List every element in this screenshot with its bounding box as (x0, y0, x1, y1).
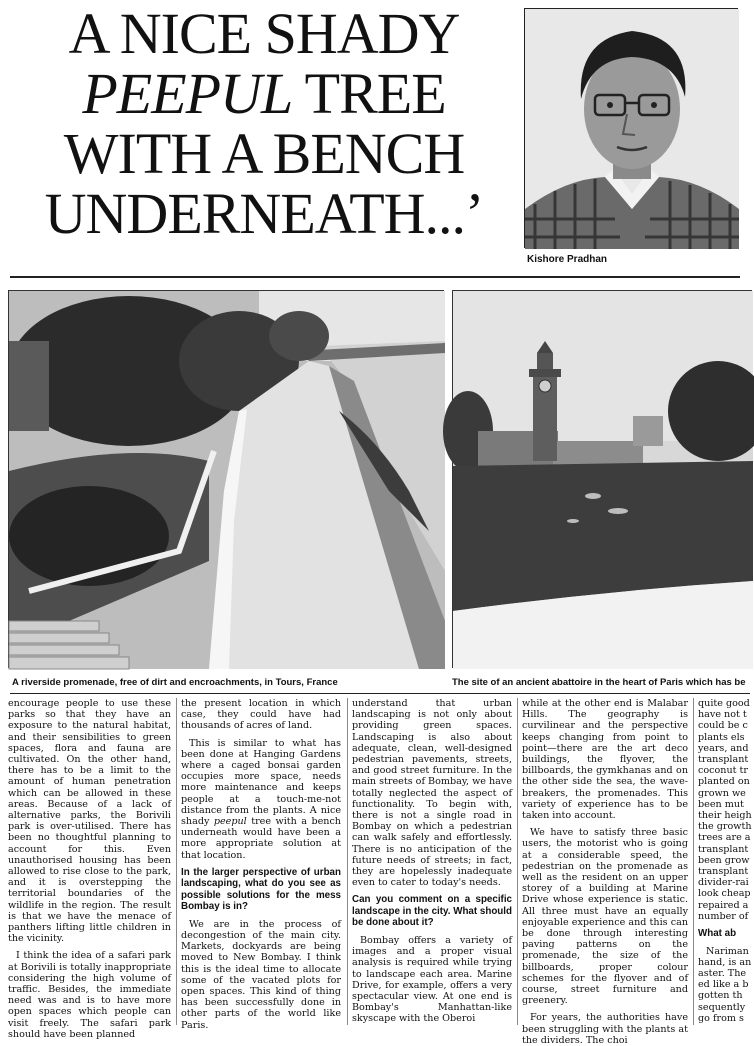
column-divider (176, 698, 177, 1025)
paragraph: I think the idea of a safari park at Borivili is totally inappropriate considering the high volume of traffic. Besides, the immediate need was and is to have more open spaces which people can visit freely. The safari park should have been planned (8, 950, 171, 1040)
interview-question: In the larger perspective of urban landscaping, what do you see as possible solutions for the mess Bombay is in? (181, 866, 341, 913)
paragraph: encourage people to use these parks so that they have an exposure to the natural habitat, and their sensibilities to green spaces, flora and fauna are cultivated. On the other hand, there has to be a limit to the amount of human penetration which can be allowed in these areas. Because of a lack of alternative parks, the Borivili park is over-utilised. There has been no thoughtful planning to account for this. Even unauthorised housing has been allowed to rise close to the park, and it is overstepping the territorial boundaries of the wildlife in the region. The result is that we have the menace of panthers lifting little children in the vicinity. (8, 698, 171, 945)
headline-line-2-rest: TREE (292, 61, 446, 126)
article-column-1 (8, 698, 171, 1040)
paris-illustration (453, 291, 753, 669)
article-column-2 (181, 698, 341, 1031)
interview-question: What ab (698, 928, 737, 940)
headline-italic-word: PEEPUL (82, 61, 293, 126)
paragraph: quite good have not t could be c plants els years, and transplant coconut tr planted on grown we been mut their heigh the growth trees are a transplant been grow transplant divider-rai look cheap repaired a number of (698, 698, 752, 922)
headline-line-2 (14, 61, 514, 126)
headline (14, 1, 514, 246)
photo-paris-park (452, 290, 752, 668)
portrait-credit: Kishore Pradhan (527, 254, 608, 265)
riverside-illustration (9, 291, 445, 669)
paragraph: while at the other end is Malabar Hills. The geography is curvilinear and the perspective keeps changing from point to point—there are the art deco buildings, the flyover, the billboards, the gymkhanas and on the other side the sea, the wave-breakers, the promenades. This variety of experience has to be taken into account. (522, 698, 688, 822)
interview-question: Can you comment on a specific landscape in the city. What should be done about it? (352, 894, 512, 929)
photo-caption-riverside: A riverside promenade, free of dirt and encroachments, in Tours, France (12, 677, 338, 688)
headline-line-3: WITH A BENCH (63, 121, 465, 186)
headline-line-1: A NICE SHADY (68, 1, 460, 66)
caption-rule (10, 693, 750, 694)
article-column-3 (352, 698, 512, 1025)
column-divider (693, 698, 694, 1025)
paragraph: Nariman hand, is an aster. The ed like a b gotten th sequently go from s (698, 945, 752, 1024)
paragraph: We are in the process of decongestion of the main city. Markets, dockyards are being moved to New Bombay. I think this is the ideal time to allocate some of the vacated plots for open spaces. This kind of thing has been successfully done in other parts of the world like Paris. (181, 918, 341, 1031)
paragraph: Bombay offers a variety of images and a proper visual analysis is required while trying to landscape each area. Marine Drive, for example, offers a very spectacular view. At one end is Bombay's Manhattan-like skyscape with the Oberoi (352, 934, 512, 1025)
paragraph: the present location in which case, they could have had thousands of acres of land. (181, 698, 341, 732)
text: tree with a bench underneath would have been a more appropriate solution at that location. (181, 816, 341, 861)
photo-riverside-promenade (8, 290, 444, 668)
paragraph: For years, the authorities have been struggling with the plants at the dividers. The choi (522, 1012, 688, 1046)
article-column-4 (522, 698, 688, 1046)
column-divider (517, 698, 518, 1025)
photo-caption-paris: The site of an ancient abattoire in the heart of Paris which has be (452, 677, 746, 688)
section-rule (10, 276, 740, 278)
italic-word: peepul (213, 816, 247, 828)
portrait-illustration (525, 9, 739, 249)
portrait-photo (524, 8, 738, 248)
headline-line-4: UNDERNEATH...’ (44, 181, 484, 246)
column-divider (347, 698, 348, 1025)
paragraph: understand that urban landscaping is not only about providing green spaces. Landscaping is also about adequate, clean, well-designed pedestrian pavements, streets, and good street furniture. In the main streets of Bombay, we have totally neglected the aspect of functionality. To begin with, there is not a single road in Bombay on which a pedestrian can walk safely and effortlessly. There is no anticipation of the future needs of streets; in fact, they are hopelessly inadequate even to cater to today's needs. (352, 698, 513, 889)
paragraph: We have to satisfy three basic users, the motorist who is going at a considerable speed, the pedestrian on the promenade as well as the resident on an upper storey of a building at Marine Drive whose experience is static. All three must have an equally enjoyable experience and this can be done through interesting paving patterns on the promenade, the size of the billboards, proper colour schemes for the flyover and of course, street furniture and greenery. (522, 827, 688, 1007)
article-column-5-cropped (698, 698, 754, 1025)
text: This is similar to what has been done at Hanging Gardens where a caged bonsai garden occupies more space, needs more maintenance and keeps people at a touch-me-not distance from the plants. A nice shady (181, 737, 341, 828)
paragraph-peepul (181, 738, 341, 861)
